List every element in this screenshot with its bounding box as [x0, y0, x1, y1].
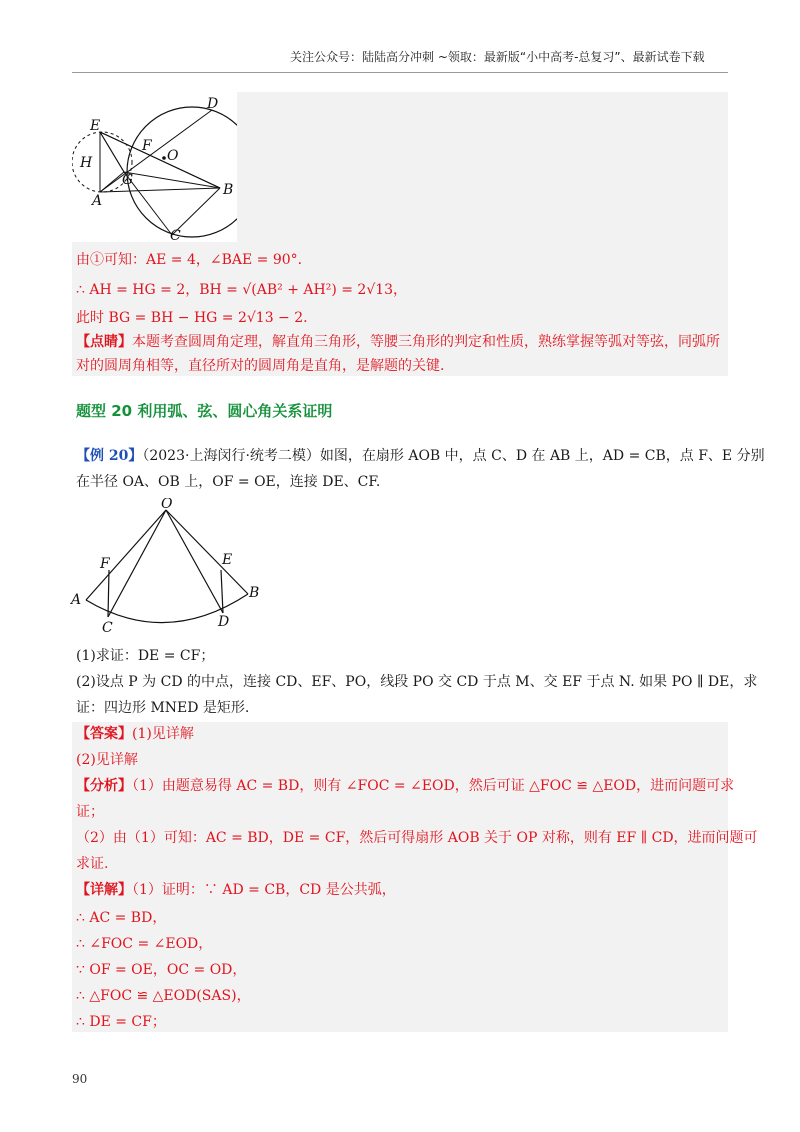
- section-title: 题型 20 利用弧、弦、圆心角关系证明: [76, 402, 333, 420]
- label-H: H: [80, 155, 93, 171]
- detail-text-1: （1）证明：∵ AD = CB，CD 是公共弧，: [132, 882, 396, 898]
- solution-line-2: ∴ AH = HG = 2，BH = √(AB² + AH²) = 2√13，: [76, 282, 408, 298]
- label-B: B: [249, 585, 260, 601]
- analysis-line-4: 求证.: [76, 856, 109, 872]
- analysis-line-3: （2）由（1）可知：AC = BD，DE = CF，然后可得扇形 AOB 关于 OP 对称，则有 EF ∥ CD，进而问题可: [76, 830, 758, 846]
- detail-line-4: ∵ OF = OE，OC = OD，: [76, 962, 247, 978]
- tip-line-1: [76, 332, 720, 352]
- detail-line-3: ∴ ∠FOC = ∠EOD，: [76, 936, 213, 952]
- label-F: F: [142, 138, 152, 154]
- tip-label: 【点睛】: [76, 334, 132, 350]
- analysis-label: 【分析】: [76, 778, 132, 794]
- circle-figure: [72, 92, 237, 242]
- detail-line-6: ∴ DE = CF；: [76, 1014, 166, 1030]
- answer-line-label: [76, 724, 194, 744]
- page-header: 关注公众号：陆陆高分冲刺 ~领取：最新版“小中高考-总复习”、最新试卷下载: [290, 50, 705, 64]
- answer-text-1: (1)见详解: [132, 726, 194, 742]
- tip-line-2: 对的圆周角相等，直径所对的圆周角是直角，是解题的关键.: [76, 358, 445, 374]
- example-line-2: 在半径 OA、OB 上，OF = OE，连接 DE、CF.: [76, 474, 381, 490]
- label-D: D: [218, 614, 230, 630]
- label-O: O: [161, 498, 173, 512]
- example-label: 【例 20】: [76, 448, 143, 464]
- question-2-line-2: 证：四边形 MNED 是矩形.: [76, 700, 250, 716]
- label-C: C: [170, 228, 181, 242]
- page-number: 90: [72, 1072, 88, 1086]
- label-B: B: [223, 182, 234, 198]
- question-2-line-1: (2)设点 P 为 CD 的中点，连接 CD、EF、PO，线段 PO 交 CD 于点 M、交 EF 于点 N. 如果 PO ∥ DE，求: [76, 674, 758, 690]
- detail-line-2: ∴ AC = BD，: [76, 910, 167, 926]
- example-line-1: [76, 446, 765, 466]
- answer-label: 【答案】: [76, 726, 132, 742]
- label-C: C: [102, 620, 113, 636]
- example-text-1: （2023·上海闵行·统考二模）如图，在扇形 AOB 中，点 C、D 在 AB 上，AD = CB，点 F、E 分别: [142, 448, 765, 464]
- label-A: A: [92, 193, 103, 209]
- header-divider: [72, 72, 728, 73]
- analysis-line-1: [76, 776, 734, 796]
- label-A: A: [71, 592, 82, 608]
- label-G: G: [122, 172, 134, 188]
- question-1: (1)求证：DE = CF；: [76, 648, 215, 664]
- label-F: F: [100, 556, 110, 572]
- solution-line-3: 此时 BG = BH − HG = 2√13 − 2.: [76, 310, 308, 326]
- detail-label: 【详解】: [76, 882, 132, 898]
- tip-text-1: 本题考查圆周角定理，解直角三角形，等腰三角形的判定和性质，熟练掌握等弧对等弦，同弧所: [132, 334, 720, 350]
- label-E: E: [222, 552, 233, 568]
- answer-line-2: (2)见详解: [76, 752, 138, 768]
- detail-line-5: ∴ △FOC ≌ △EOD(SAS)，: [76, 988, 251, 1004]
- label-D: D: [207, 96, 219, 112]
- sector-figure: [68, 498, 268, 638]
- detail-line-1: [76, 880, 396, 900]
- analysis-text-1: （1）由题意易得 AC = BD，则有 ∠FOC = ∠EOD，然后可证 △FOC ≌ △EOD，进而问题可求: [132, 778, 735, 794]
- label-O: O: [167, 148, 179, 164]
- label-E: E: [90, 118, 101, 134]
- solution-line-1: 由①可知：AE = 4，∠BAE = 90°.: [76, 252, 303, 268]
- analysis-line-2: 证；: [76, 804, 104, 820]
